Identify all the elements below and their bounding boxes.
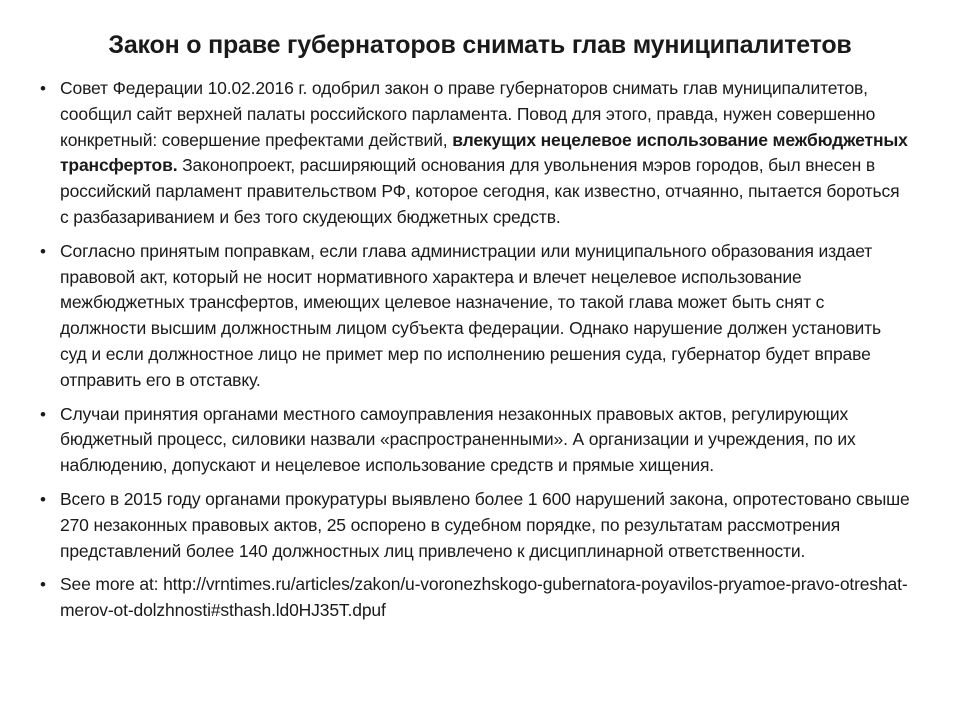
- bullet-item: [40, 572, 912, 624]
- bullet-text: Совет Федерации 10.02.2016 г. одобрил закон о праве губернаторов снимать глав муниципалитетов, сообщил сайт верхней палаты российского парламента. Повод для этого, правда, нужен совершенно конкретный: совершение префектами действий,: [60, 78, 876, 150]
- bullet-item: [40, 76, 912, 231]
- bullet-dot-icon: •: [40, 489, 46, 509]
- bullet-dot-icon: •: [40, 79, 46, 98]
- bullet-item: [40, 239, 912, 394]
- bullet-text-bold: влекущих нецелевое использование межбюджетных трансфертов.: [60, 129, 908, 176]
- bullet-text: Согласно принятым поправкам, если глава администрации или муниципального образования издает правовой акт, который не носит нормативного характера и влечет нецелевое использование межбюджетных трансфертов, имеющих целевое назначение, то такой глава может быть снят с должности высшим должностным лицом субъекта федерации. Однако нарушение должен установить суд и если должностное лицо не примет мер по исполнению решения суда, губернатор будет вправе отправить его в отставку.: [60, 240, 881, 390]
- bullet-item: [40, 487, 912, 564]
- bullet-item: [40, 402, 912, 479]
- slide-title: Закон о праве губернаторов снимать глав муниципалитетов: [108, 31, 852, 59]
- bullet-dot-icon: •: [40, 404, 46, 424]
- bullet-text: Всего в 2015 году органами прокуратуры выявлено более 1 600 нарушений закона, опротестовано свыше 270 незаконных правовых актов, 25 оспорено в судебном порядке, по результатам рассмотрения представлений более 140 должностных лиц привлечено к дисциплинарной ответственности.: [60, 488, 910, 561]
- bullet-dot-icon: •: [40, 241, 46, 261]
- bullet-dot-icon: •: [40, 575, 46, 595]
- source-link-text: See more at: http://vrntimes.ru/articles/zakon/u-voronezhskogo-gubernatora-poyavilos-pryamoe-pravo-otreshat-merov-ot-dolzhnosti#sthash.ld0HJ35T.dpuf: [60, 574, 908, 621]
- bullet-text: Законопроект, расширяющий основания для увольнения мэров городов, был внесен в российский парламент правительством РФ, которое сегодня, как известно, отчаянно, пытается бороться с разбазариванием и без того скудеющих бюджетных средств.: [60, 155, 900, 227]
- bullet-list: [40, 76, 912, 632]
- bullet-text: Случаи принятия органами местного самоуправления незаконных правовых актов, регулирующих бюджетный процесс, силовики назвали «распространенными». А организации и учреждения, по их наблюдению, допускают и нецелевое использование средств и прямые хищения.: [60, 403, 856, 476]
